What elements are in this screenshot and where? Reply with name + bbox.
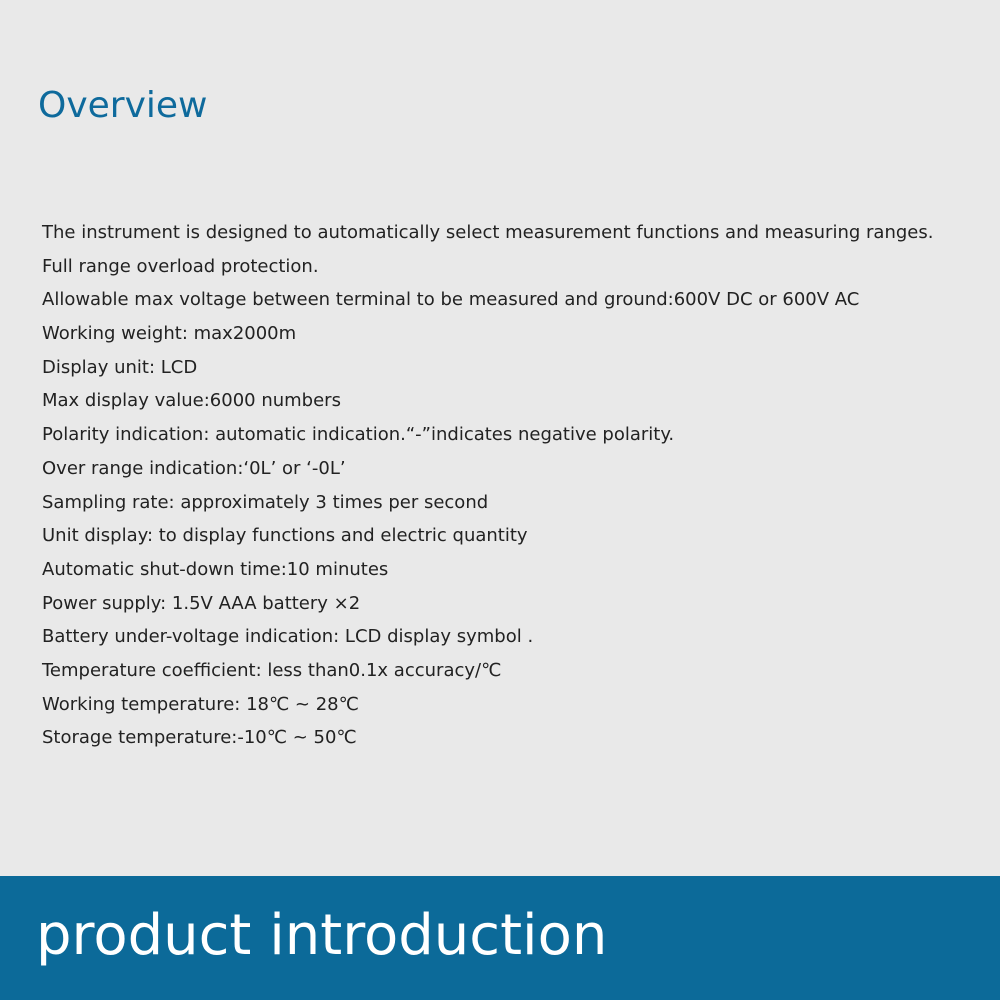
spec-item: Polarity indication: automatic indication.“-”indicates negative polarity. xyxy=(42,424,675,446)
page-title: Overview xyxy=(38,85,208,126)
spec-item: Power supply: 1.5V AAA battery ×2 xyxy=(42,592,361,614)
footer-banner xyxy=(0,876,1000,1000)
spec-item: Over range indication:‘0L’ or ‘-0L’ xyxy=(42,457,346,479)
spec-item: Unit display: to display functions and electric quantity xyxy=(42,525,528,547)
spec-item: Temperature coefficient: less than0.1x accuracy/℃ xyxy=(42,659,502,681)
spec-item: The instrument is designed to automatically select measurement functions and measuring ranges. xyxy=(42,222,934,243)
spec-item: Max display value:6000 numbers xyxy=(42,390,341,412)
spec-item: Allowable max voltage between terminal to be measured and ground:600V DC or 600V AC xyxy=(42,289,860,311)
footer-title: product introduction xyxy=(36,903,608,968)
spec-item: Display unit: LCD xyxy=(42,356,198,378)
spec-item: Sampling rate: approximately 3 times per second xyxy=(42,491,489,513)
spec-item: Storage temperature:-10℃ ~ 50℃ xyxy=(42,727,357,749)
spec-item: Full range overload protection. xyxy=(42,255,319,277)
spec-item: Automatic shut-down time:10 minutes xyxy=(42,558,389,580)
spec-item: Working temperature: 18℃ ~ 28℃ xyxy=(42,693,359,715)
spec-item: Working weight: max2000m xyxy=(42,323,297,345)
spec-list xyxy=(42,216,982,755)
spec-item: Battery under-voltage indication: LCD display symbol . xyxy=(42,626,534,648)
